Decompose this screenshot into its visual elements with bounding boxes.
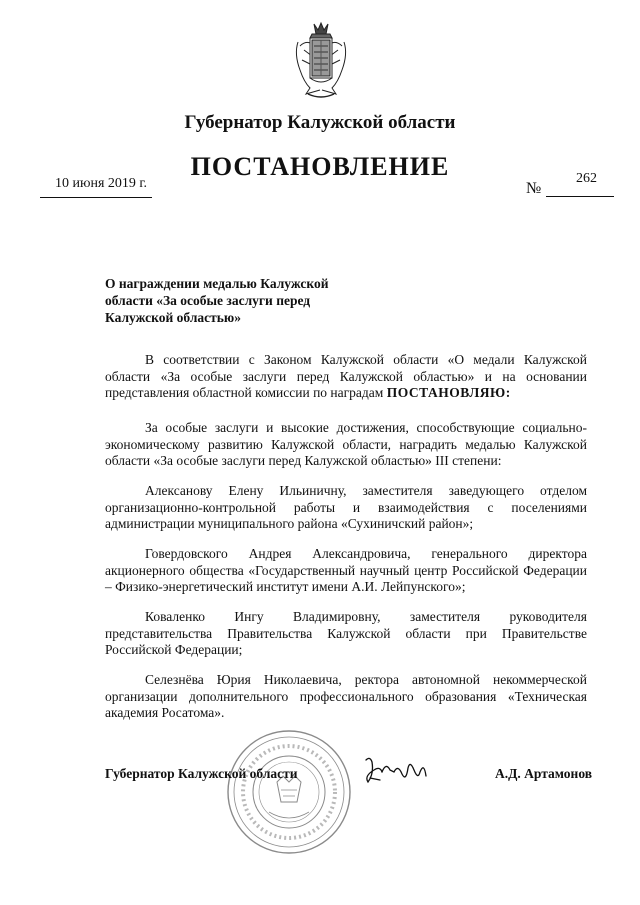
document-type-title: ПОСТАНОВЛЕНИЕ	[190, 152, 450, 181]
number-sign: №	[526, 180, 542, 197]
signatory-name: А.Д. Артамонов	[495, 766, 593, 781]
coat-of-arms-emblem	[290, 20, 352, 102]
date-underline	[40, 197, 152, 198]
award-text: За особые заслуги и высокие достижения, способствующие социально-экономическому развитию Калужской области, наградить медалью Калужской области «За особые заслуги перед Калужской областью» III степени:	[105, 420, 587, 468]
recipient-paragraph	[105, 672, 587, 722]
document-subject	[105, 275, 355, 326]
recipient-text: Коваленко Ингу Владимировну, заместителя руководителя представительства Правительства Калужской области при Правительстве Российской Федерации;	[105, 609, 587, 657]
subject-line: области «За особые заслуги перед	[105, 293, 311, 308]
issuing-authority: Губернатор Калужской области	[184, 112, 456, 133]
handwritten-signature	[360, 752, 432, 788]
recipient-text: Алексанову Елену Ильиничну, заместителя заведующего отделом организационно-контрольной работы и взаимодействия с поселениями администрации муниципального района «Сухиничский район»;	[105, 483, 587, 531]
resolve-keyword: ПОСТАНОВЛЯЮ:	[386, 385, 511, 400]
signatory-position: Губернатор Калужской области	[105, 766, 298, 781]
recipient-paragraph	[105, 483, 587, 533]
award-paragraph	[105, 420, 587, 470]
recipient-text: Говердовского Андрея Александровича, генерального директора акционерного общества «Государственный научный центр Российской Федерации – Физико-энергетический институт имени А.И. Лейпунского»;	[105, 546, 587, 594]
document-number: 262	[576, 171, 597, 186]
official-seal-stamp	[225, 728, 353, 856]
preamble-paragraph	[105, 352, 587, 402]
recipient-text: Селезнёва Юрия Николаевича, ректора автономной некоммерческой организации дополнительного профессионального образования «Техническая академия Росатома».	[105, 672, 587, 720]
document-date: 10 июня 2019 г.	[55, 176, 148, 191]
subject-line: Калужской областью»	[105, 310, 241, 325]
recipient-paragraph	[105, 546, 587, 596]
subject-line: О награждении медалью Калужской	[105, 276, 329, 291]
number-underline	[546, 196, 614, 197]
recipient-paragraph	[105, 609, 587, 659]
preamble-text: В соответствии с Законом Калужской области «О медали Калужской области «За особые заслуги перед Калужской областью» и на основании представления областной комиссии по наградам	[105, 352, 587, 400]
